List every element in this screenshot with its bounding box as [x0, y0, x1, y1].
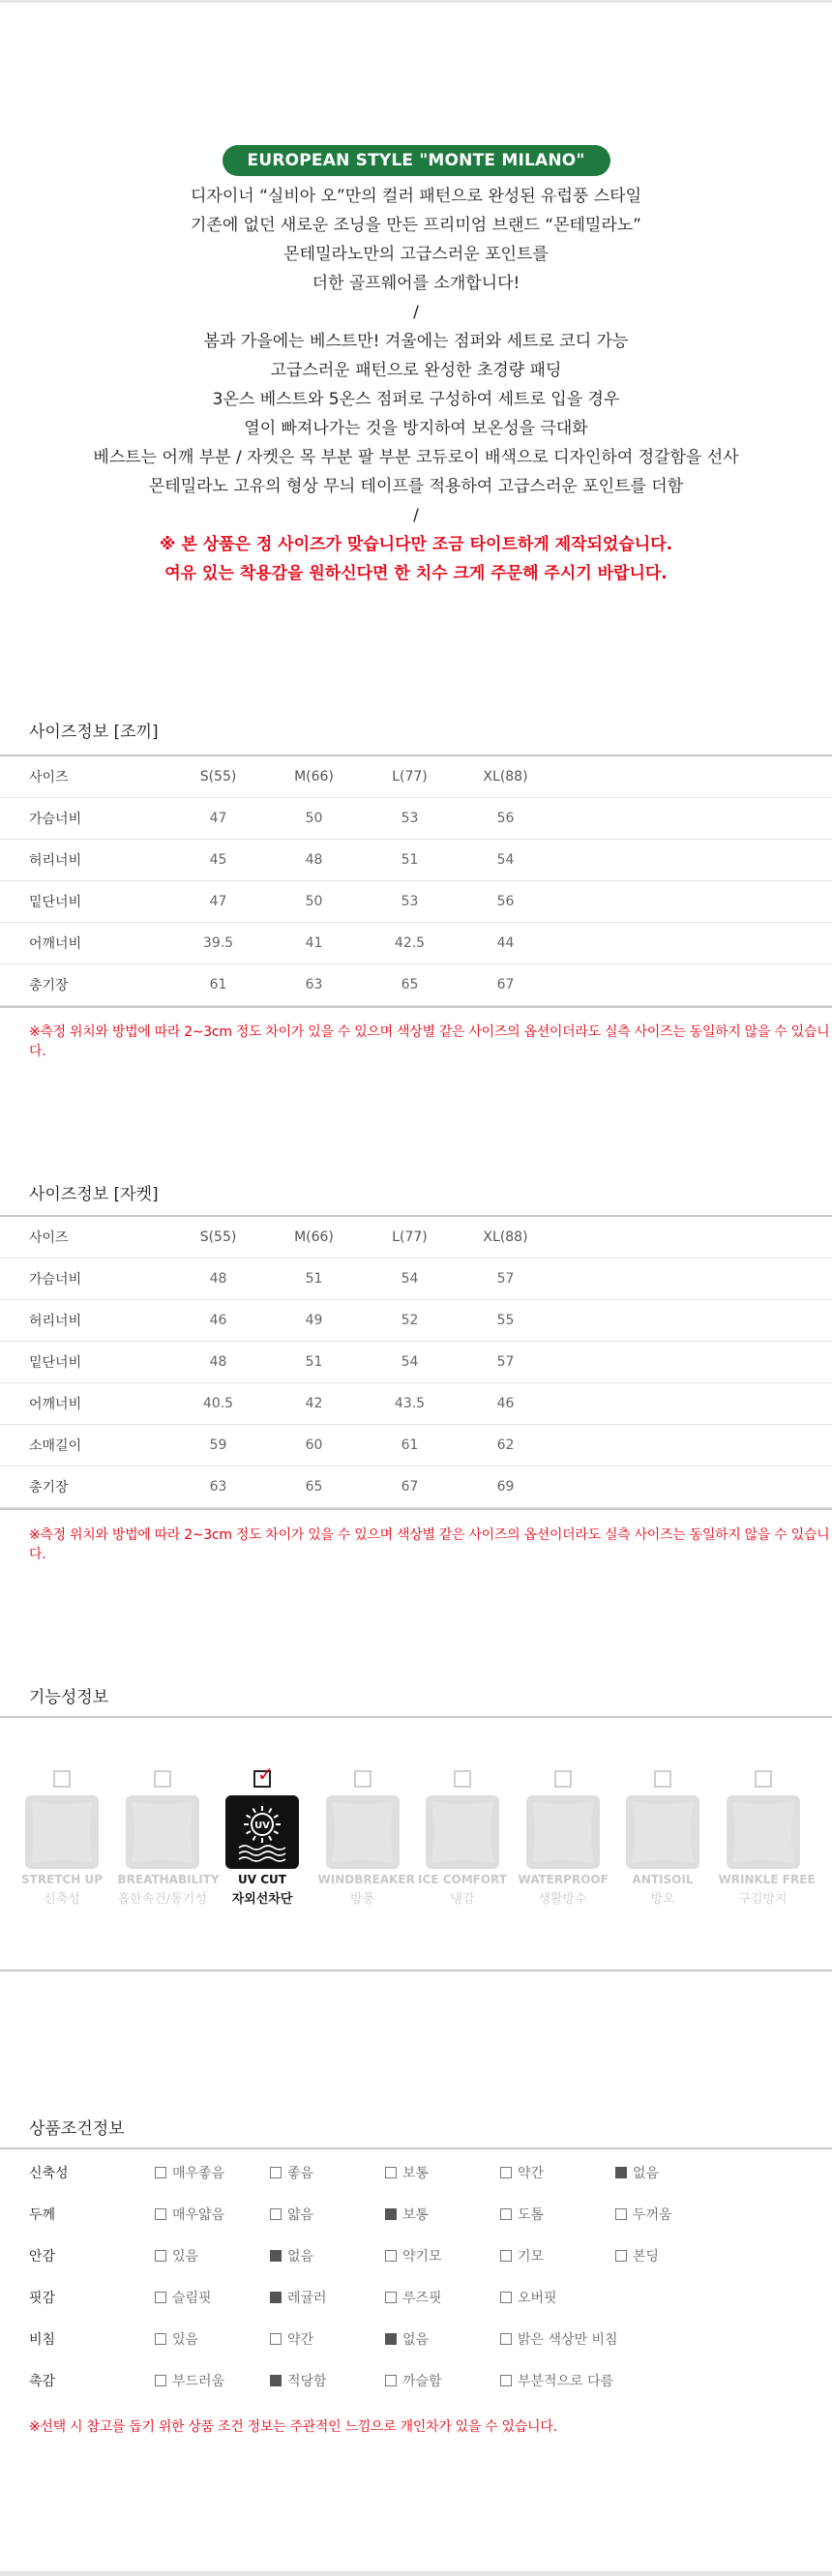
condition-option: [615, 2163, 730, 2182]
size-row: [0, 1383, 832, 1425]
size-cell: 51: [305, 1354, 323, 1370]
condition-option: [500, 2246, 615, 2265]
condition-option: [155, 2246, 270, 2265]
size-cell: 62: [496, 1437, 515, 1453]
size-cell: 49: [305, 1313, 323, 1328]
unchecked-box-icon: [155, 2333, 166, 2345]
size-cell: 54: [401, 1354, 419, 1370]
intro-line: 베스트는 어깨 부분 / 자켓은 목 부분 팔 부분 코듀로이 배색으로 디자인하여 정갈함을 선사: [93, 448, 739, 467]
condition-label: 핏감: [29, 2290, 56, 2306]
condition-label: 신축성: [29, 2165, 69, 2181]
size-cell: 56: [496, 811, 515, 826]
function-icon: [727, 1795, 800, 1869]
size-cell: 65: [305, 1479, 323, 1495]
function-ko-label: 냉감: [450, 1892, 475, 1907]
intro-warning-line: 여유 있는 착용감을 원하신다면 한 치수 크게 주문해 주시기 바랍니다.: [164, 564, 668, 583]
condition-option: [500, 2371, 655, 2390]
condition-option-label: 매우좋음: [172, 2165, 225, 2181]
condition-option-label: 루즈핏: [402, 2290, 442, 2306]
condition-option-label: 없음: [287, 2248, 314, 2265]
function-en-label: ANTISOIL: [632, 1873, 694, 1886]
checked-box-icon: [270, 2375, 282, 2386]
unchecked-box-icon: [385, 2250, 397, 2262]
unchecked-box-icon: [500, 2167, 512, 2178]
top-divider: [0, 0, 832, 3]
size-row-label: 어깨너비: [29, 936, 82, 952]
intro-line: /: [413, 506, 419, 525]
unchecked-box-icon: [500, 2375, 512, 2386]
condition-option-label: 약간: [287, 2331, 314, 2348]
condition-option: [155, 2205, 270, 2224]
condition-label: 촉감: [29, 2373, 56, 2389]
size-header-cell: L(77): [392, 1229, 428, 1245]
jacket-size-table: [0, 1217, 832, 1510]
size-row: [0, 798, 832, 840]
size-row: [0, 1466, 832, 1508]
condition-option: [500, 2329, 655, 2349]
vest-size-note: ※측정 위치와 방법에 따라 2~3cm 정도 차이가 있을 수 있으며 색상별 같은 사이즈의 옵션이더라도 실측 사이즈는 동일하지 않을 수 있습니다.: [29, 1024, 830, 1059]
intro-section: [0, 145, 832, 588]
condition-option: [155, 2163, 270, 2182]
vest-size-table: [0, 756, 832, 1008]
size-cell: 56: [496, 894, 515, 909]
unchecked-box-icon: [615, 2250, 627, 2262]
size-cell: 67: [401, 1479, 419, 1495]
intro-line: 열이 빠져나가는 것을 방지하여 보온성을 극대화: [244, 419, 588, 438]
condition-row: [0, 2276, 832, 2318]
function-top-rule: [0, 1716, 832, 1718]
size-header-row: [0, 1217, 832, 1258]
size-cell: 50: [305, 894, 323, 909]
unchecked-box-icon: [155, 2208, 166, 2220]
size-cell: 40.5: [202, 1396, 234, 1411]
size-row-label: 어깨너비: [29, 1397, 82, 1412]
function-en-label: BREATHABILITY: [117, 1873, 220, 1886]
condition-option-label: 레귤러: [287, 2290, 327, 2306]
size-cell: 44: [496, 935, 515, 951]
size-row-label: 소매길이: [29, 1438, 82, 1454]
size-cell: 54: [401, 1271, 419, 1287]
intro-line: 3온스 베스트와 5온스 점퍼로 구성하여 세트로 입을 경우: [212, 390, 620, 409]
function-checkbox: [253, 1762, 274, 1788]
size-cell: 46: [209, 1313, 227, 1328]
size-cell: 42: [305, 1396, 323, 1411]
condition-option: [270, 2329, 385, 2349]
size-cell: 48: [209, 1271, 227, 1287]
unchecked-box-icon: [615, 2208, 627, 2220]
intro-line: 고급스러운 패턴으로 완성한 초경량 패딩: [270, 361, 562, 380]
function-ko-label: 자외선차단: [231, 1892, 293, 1907]
intro-line: 더한 골프웨어를 소개합니다!: [312, 274, 520, 293]
size-cell: 55: [496, 1313, 515, 1328]
condition-top-rule: [0, 2147, 832, 2149]
condition-option-label: 있음: [172, 2331, 199, 2348]
condition-option: [500, 2205, 615, 2224]
condition-option: [155, 2371, 270, 2390]
size-row: [0, 964, 832, 1006]
condition-option-label: 부분적으로 다름: [518, 2373, 614, 2389]
function-checkbox: [654, 1770, 671, 1788]
condition-option: [270, 2246, 385, 2265]
size-row-label: 밑단너비: [29, 1355, 82, 1371]
function-icon: [526, 1795, 600, 1869]
condition-option: [385, 2246, 500, 2265]
size-row: [0, 1425, 832, 1466]
fabric-icon: [326, 1795, 400, 1869]
function-icon: [126, 1795, 199, 1869]
unchecked-box-icon: [500, 2250, 512, 2262]
size-cell: 46: [496, 1396, 515, 1411]
size-cell: 63: [209, 1479, 227, 1495]
condition-option: [270, 2371, 385, 2390]
size-row-label: 총기장: [29, 1480, 69, 1495]
size-cell: 52: [401, 1313, 419, 1328]
function-item: [317, 1770, 415, 1907]
size-row: [0, 881, 832, 923]
condition-option: [500, 2163, 615, 2182]
condition-option-label: 매우얇음: [172, 2206, 225, 2223]
size-cell: 59: [209, 1437, 227, 1453]
function-item: [117, 1770, 220, 1907]
intro-line: 봄과 가을에는 베스트만! 겨울에는 점퍼와 세트로 코디 가능: [203, 332, 629, 351]
condition-table: [0, 2151, 832, 2401]
size-row-label: 허리너비: [29, 1314, 82, 1329]
size-cell: 53: [401, 811, 419, 826]
size-cell: 48: [305, 852, 323, 868]
fabric-icon: [526, 1795, 600, 1869]
fabric-icon: [727, 1795, 800, 1869]
function-checkbox: [554, 1770, 572, 1788]
size-header-cell: M(66): [294, 769, 334, 785]
condition-option: [385, 2329, 500, 2349]
bottom-divider: [0, 2571, 832, 2576]
check-mark-icon: ✓: [257, 1762, 274, 1786]
condition-title: 상품조건정보: [29, 2119, 125, 2139]
checked-box-icon: [615, 2167, 627, 2178]
size-row-label: 총기장: [29, 978, 69, 993]
condition-option-label: 없음: [633, 2165, 660, 2181]
function-en-label: ICE COMFORT: [418, 1873, 507, 1886]
unchecked-box-icon: [270, 2167, 282, 2178]
size-cell: 57: [496, 1271, 515, 1287]
function-checkbox: [755, 1770, 772, 1788]
function-ko-label: 구김방지: [738, 1892, 787, 1907]
function-item: [618, 1770, 707, 1907]
brand-badge: EUROPEAN STYLE "MONTE MILANO": [223, 145, 610, 176]
condition-row: [0, 2235, 832, 2276]
checked-box-icon: [270, 2250, 282, 2262]
uv-icon-text: UV: [254, 1821, 270, 1831]
function-en-label: WRINKLE FREE: [718, 1873, 816, 1886]
size-row-label: 밑단너비: [29, 895, 82, 910]
size-header-row: [0, 756, 832, 798]
function-ko-label: 생활방수: [538, 1892, 587, 1907]
condition-option: [155, 2329, 270, 2349]
condition-option-label: 있음: [172, 2248, 199, 2265]
condition-option-label: 보통: [402, 2206, 430, 2223]
jacket-size-note: ※측정 위치와 방법에 따라 2~3cm 정도 차이가 있을 수 있으며 색상별 같은 사이즈의 옵션이더라도 실측 사이즈는 동일하지 않을 수 있습니다.: [29, 1527, 830, 1562]
function-bottom-rule: [0, 1969, 832, 1971]
sun-icon: [225, 1795, 299, 1869]
intro-line: 기존에 없던 새로운 조닝을 만든 프리미엄 브랜드 “몬테밀라노”: [191, 216, 641, 235]
condition-row: [0, 2359, 832, 2401]
size-row: [0, 1342, 832, 1383]
condition-option-label: 약간: [518, 2165, 545, 2181]
condition-option-label: 슬림핏: [172, 2290, 212, 2306]
condition-option: [385, 2205, 500, 2224]
size-cell: 51: [401, 852, 419, 868]
unchecked-box-icon: [385, 2292, 397, 2303]
size-cell: 67: [496, 977, 515, 992]
condition-option-label: 적당함: [287, 2373, 327, 2389]
function-icon: [25, 1795, 99, 1869]
unchecked-box-icon: [155, 2375, 166, 2386]
function-item: [418, 1770, 507, 1907]
function-ko-label: 흡한속건/통기성: [117, 1892, 207, 1907]
size-cell: 39.5: [202, 935, 234, 951]
function-en-label: WINDBREAKER: [317, 1873, 415, 1886]
size-row-label: 가슴너비: [29, 812, 82, 827]
unchecked-box-icon: [500, 2292, 512, 2303]
condition-option-label: 좋음: [287, 2165, 314, 2181]
size-cell: 41: [305, 935, 323, 951]
size-row-label: 허리너비: [29, 853, 82, 869]
function-checkbox: [454, 1770, 471, 1788]
function-en-label: WATERPROOF: [518, 1873, 609, 1886]
function-checkbox: [354, 1770, 371, 1788]
condition-label: 안감: [29, 2248, 56, 2265]
size-cell: 69: [496, 1479, 515, 1495]
condition-note: ※선택 시 참고를 돕기 위한 상품 조건 정보는 주관적인 느낌으로 개인차가 있을 수 있습니다.: [29, 2419, 557, 2435]
intro-line: 몬테밀라노만의 고급스러운 포인트를: [283, 245, 549, 264]
size-cell: 53: [401, 894, 419, 909]
condition-option: [270, 2205, 385, 2224]
condition-option-label: 약기모: [402, 2248, 442, 2265]
condition-option-label: 밝은 색상만 비침: [518, 2331, 618, 2348]
fabric-icon: [25, 1795, 99, 1869]
size-cell: 50: [305, 811, 323, 826]
intro-line: /: [413, 303, 419, 322]
unchecked-box-icon: [385, 2167, 397, 2178]
size-cell: 61: [401, 1437, 419, 1453]
size-cell: 42.5: [394, 935, 426, 951]
function-title: 기능성정보: [29, 1688, 109, 1707]
size-header-cell: S(55): [199, 769, 237, 785]
intro-warning-line: ※ 본 상품은 정 사이즈가 맞습니다만 조금 타이트하게 제작되었습니다.: [159, 535, 673, 554]
intro-text: [0, 182, 832, 588]
size-cell: 65: [401, 977, 419, 992]
uv-cut-icon: [225, 1795, 299, 1869]
function-checkbox: [154, 1770, 171, 1788]
condition-option: [385, 2288, 500, 2307]
condition-row: [0, 2318, 832, 2359]
fabric-icon: [626, 1795, 699, 1869]
condition-option-label: 보통: [402, 2165, 430, 2181]
function-item: [519, 1770, 608, 1907]
condition-option: [385, 2163, 500, 2182]
condition-label: 두께: [29, 2206, 56, 2223]
size-cell: 61: [209, 977, 227, 992]
unchecked-box-icon: [270, 2333, 282, 2345]
size-header-cell: M(66): [294, 1229, 334, 1245]
size-cell: 47: [209, 811, 227, 826]
condition-option-label: 오버핏: [518, 2290, 557, 2306]
checked-box-icon: [270, 2292, 282, 2303]
function-ko-label: 방오: [650, 1892, 675, 1907]
function-ko-label: 신축성: [44, 1892, 80, 1907]
condition-option: [270, 2288, 385, 2307]
condition-option: [385, 2371, 500, 2390]
size-row-label: 가슴너비: [29, 1272, 82, 1288]
function-icon: [426, 1795, 499, 1869]
condition-option-label: 까슬함: [402, 2373, 442, 2389]
size-cell: 45: [209, 852, 227, 868]
condition-option-label: 기모: [518, 2248, 545, 2265]
condition-option: [500, 2288, 615, 2307]
size-header-cell: S(55): [199, 1229, 237, 1245]
function-icon: [326, 1795, 400, 1869]
size-row: [0, 840, 832, 881]
condition-option: [615, 2205, 730, 2224]
size-bottom-rule: [0, 1508, 832, 1510]
fabric-icon: [426, 1795, 499, 1869]
checked-box-icon: [385, 2208, 397, 2220]
condition-label: 비침: [29, 2331, 56, 2348]
condition-option: [270, 2163, 385, 2182]
condition-option-label: 본딩: [633, 2248, 660, 2265]
size-cell: 48: [209, 1354, 227, 1370]
function-icon: [626, 1795, 699, 1869]
unchecked-box-icon: [385, 2375, 397, 2386]
size-cell: 43.5: [394, 1396, 426, 1411]
size-cell: 57: [496, 1354, 515, 1370]
size-row: [0, 1300, 832, 1342]
unchecked-box-icon: [155, 2250, 166, 2262]
size-cell: 63: [305, 977, 323, 992]
size-bottom-rule: [0, 1006, 832, 1008]
function-checkbox: [53, 1770, 71, 1788]
function-icons: [0, 1762, 832, 1907]
condition-row: [0, 2193, 832, 2235]
size-cell: 60: [305, 1437, 323, 1453]
function-item: [17, 1770, 106, 1907]
condition-option-label: 두꺼움: [633, 2206, 672, 2223]
unchecked-box-icon: [155, 2292, 166, 2303]
function-en-label: STRETCH UP: [20, 1873, 104, 1886]
unchecked-box-icon: [500, 2208, 512, 2220]
size-header-cell: 사이즈: [29, 770, 69, 785]
fabric-icon: [126, 1795, 199, 1869]
size-row: [0, 1258, 832, 1300]
condition-option-label: 도톰: [518, 2206, 545, 2223]
function-item: [718, 1770, 816, 1907]
checked-box-icon: [385, 2333, 397, 2345]
size-row: [0, 923, 832, 964]
size-cell: 47: [209, 894, 227, 909]
condition-option: [615, 2246, 730, 2265]
size-cell: 51: [305, 1271, 323, 1287]
condition-option-label: 없음: [402, 2331, 430, 2348]
size-header-cell: XL(88): [483, 769, 528, 785]
size-header-cell: L(77): [392, 769, 428, 785]
function-ko-label: 방풍: [349, 1892, 375, 1907]
size-cell: 54: [496, 852, 515, 868]
condition-row: [0, 2151, 832, 2193]
vest-size-title: 사이즈정보 [조끼]: [29, 723, 159, 742]
function-en-label: UV CUT: [238, 1873, 286, 1886]
size-header-cell: XL(88): [483, 1229, 528, 1245]
jacket-size-title: 사이즈정보 [자켓]: [29, 1185, 159, 1204]
condition-option-label: 부드러움: [172, 2373, 225, 2389]
unchecked-box-icon: [155, 2167, 166, 2178]
intro-line: 디자이너 “실비아 오”만의 컬러 패턴으로 완성된 유럽풍 스타일: [191, 187, 641, 206]
condition-option: [155, 2288, 270, 2307]
condition-option-label: 얇음: [287, 2206, 314, 2223]
intro-line: 몬테밀라노 고유의 형상 무늬 테이프를 적용하여 고급스러운 포인트를 더함: [148, 477, 684, 496]
unchecked-box-icon: [270, 2208, 282, 2220]
function-item: [218, 1762, 307, 1907]
size-header-cell: 사이즈: [29, 1230, 69, 1246]
unchecked-box-icon: [500, 2333, 512, 2345]
